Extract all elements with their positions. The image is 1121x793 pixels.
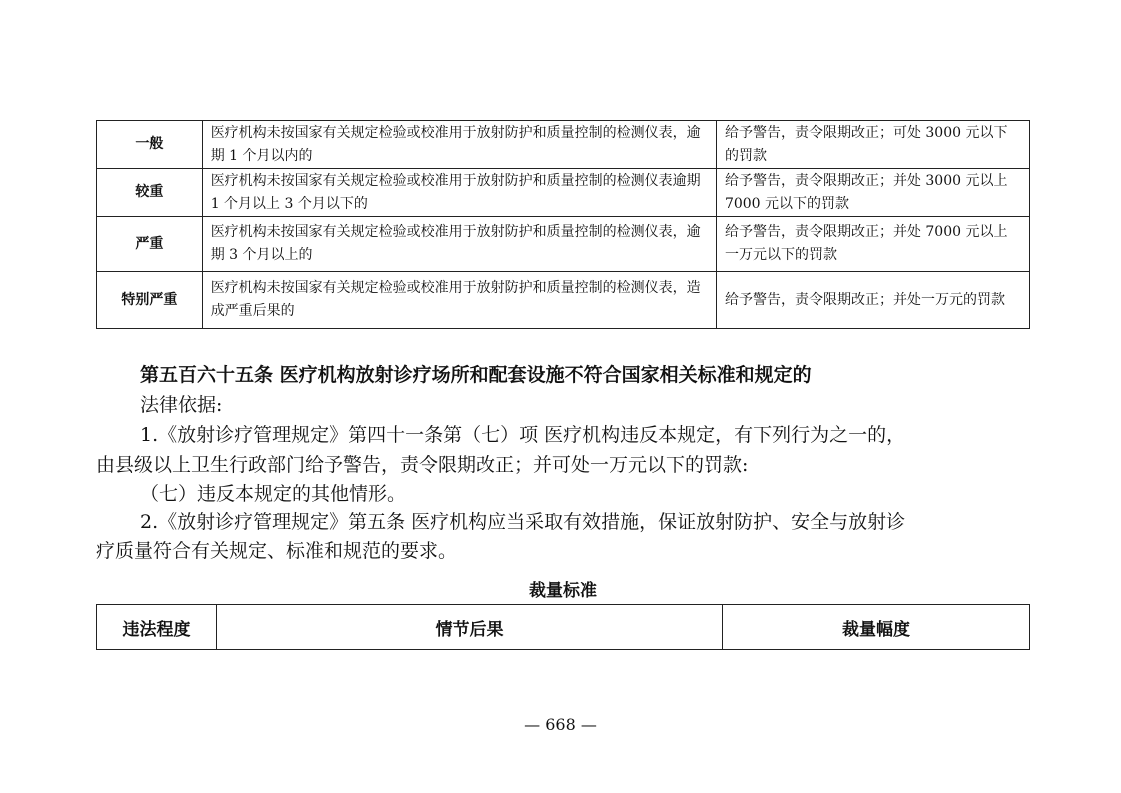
consequence-cell: 医疗机构未按国家有关规定检验或校准用于放射防护和质量控制的检测仪表，逾期 1 个月以内的 [202, 121, 716, 169]
degree-cell: 一般 [97, 121, 203, 169]
consequence-cell: 医疗机构未按国家有关规定检验或校准用于放射防护和质量控制的检测仪表逾期 1 个月以上 3 个月以下的 [202, 169, 716, 217]
degree-cell: 较重 [97, 169, 203, 217]
header-circumstances: 情节后果 [217, 605, 723, 650]
table-row [97, 121, 1030, 169]
penalty-cell: 给予警告，责令限期改正；可处 3000 元以下的罚款 [716, 121, 1029, 169]
page-number: — 668 — [524, 715, 597, 734]
header-violation-degree: 违法程度 [97, 605, 217, 650]
standard-table [96, 604, 1030, 650]
article-title: 第五百六十五条 医疗机构放射诊疗场所和配套设施不符合国家相关标准和规定的 [140, 364, 812, 386]
legal-basis-label: 法律依据: [140, 394, 223, 416]
penalty-table [96, 120, 1030, 329]
consequence-cell: 医疗机构未按国家有关规定检验或校准用于放射防护和质量控制的检测仪表，造成严重后果的 [202, 272, 716, 329]
table-row [97, 272, 1030, 329]
standard-title: 裁量标准 [529, 581, 597, 601]
table-header-row [97, 605, 1030, 650]
basis-paragraph-2: 2.《放射诊疗管理规定》第五条 医疗机构应当采取有效措施，保证放射防护、安全与放射诊 [140, 511, 906, 533]
degree-cell: 特别严重 [97, 272, 203, 329]
basis-paragraph-2-continued: 疗质量符合有关规定、标准和规范的要求。 [96, 540, 458, 562]
degree-cell: 严重 [97, 217, 203, 272]
basis-paragraph-1: 1.《放射诊疗管理规定》第四十一条第（七）项 医疗机构违反本规定，有下列行为之一的， [140, 424, 906, 446]
penalty-cell: 给予警告，责令限期改正；并处 7000 元以上一万元以下的罚款 [716, 217, 1029, 272]
basis-paragraph-1-continued: 由县级以上卫生行政部门给予警告，责令限期改正；并可处一万元以下的罚款: [96, 454, 749, 476]
table-row [97, 169, 1030, 217]
penalty-cell: 给予警告，责令限期改正；并处 3000 元以上 7000 元以下的罚款 [716, 169, 1029, 217]
penalty-cell: 给予警告，责令限期改正；并处一万元的罚款 [716, 272, 1029, 329]
table-row [97, 217, 1030, 272]
consequence-cell: 医疗机构未按国家有关规定检验或校准用于放射防护和质量控制的检测仪表，逾期 3 个月以上的 [202, 217, 716, 272]
basis-clause-7: （七）违反本规定的其他情形。 [140, 483, 407, 505]
header-penalty-range: 裁量幅度 [723, 605, 1030, 650]
